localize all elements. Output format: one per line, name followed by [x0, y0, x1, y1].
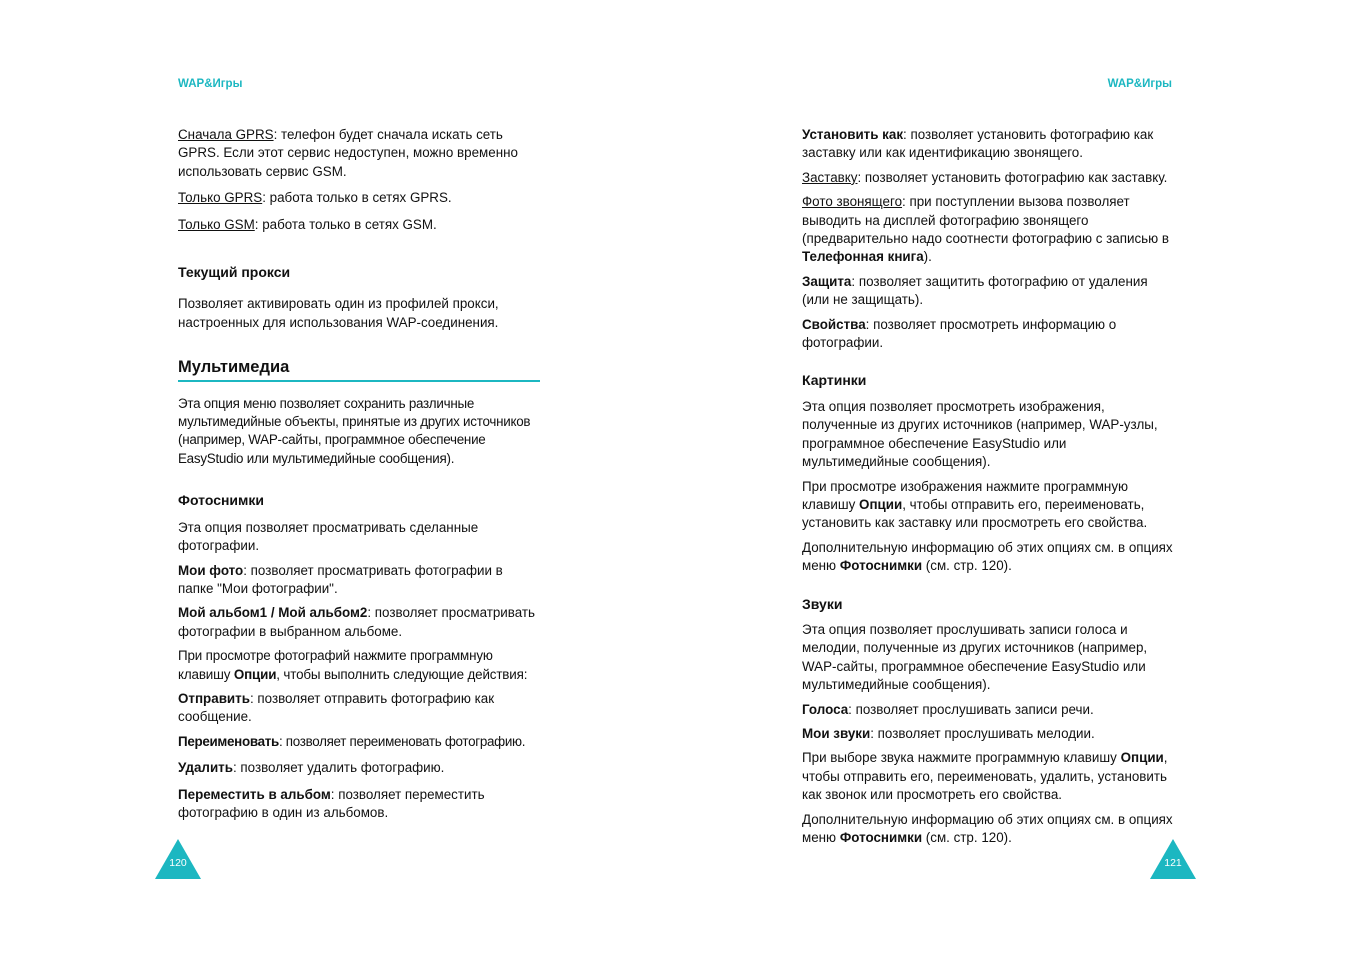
term: Опции — [1120, 750, 1164, 766]
voices-paragraph — [802, 701, 1174, 719]
definition: : позволяет защитить фотографию от удаления (или не защищать). — [802, 273, 1148, 308]
text: (см. стр. 120). — [922, 558, 1012, 574]
page-number: 121 — [1164, 857, 1182, 869]
text: Дополнительную информацию об этих опциях см. в опциях меню — [802, 539, 1173, 574]
term: Переместить в альбом — [178, 786, 331, 802]
definition: : позволяет установить фотографию как заставку. — [857, 169, 1168, 185]
definition: : позволяет прослушивать записи речи. — [848, 701, 1094, 717]
left-page — [178, 0, 540, 954]
multimedia-paragraph: Эта опция меню позволяет сохранить различные мультимедийные объекты, принятые из других источников (например, WAP-сайты, программное обеспечение EasyStudio или мультимедийные сообщения). — [178, 395, 531, 466]
set-as-paragraph — [802, 126, 1174, 163]
text: , чтобы отправить его, переименовать, установить как заставку или просмотреть его свойства. — [802, 496, 1148, 531]
term: Удалить — [178, 760, 233, 776]
term: Установить как — [802, 127, 904, 142]
term: Отправить — [178, 690, 250, 706]
term: Переименовать — [178, 733, 279, 749]
term: Мои звуки — [802, 725, 871, 741]
send-paragraph — [178, 690, 540, 727]
pictures-options-paragraph — [802, 478, 1174, 533]
left-page-content — [178, 126, 540, 828]
section-heading-multimedia: Мультимедиа — [178, 358, 540, 381]
wallpaper-paragraph — [802, 169, 1174, 187]
term: Опции — [233, 666, 277, 682]
definition: : позволяет переместить фотографию в один из альбомов. — [178, 786, 485, 820]
page-number: 120 — [169, 857, 187, 869]
term: Мои фото — [178, 562, 244, 578]
sounds-options-paragraph — [802, 749, 1174, 804]
sounds-paragraph: Эта опция позволяет прослушивать записи голоса и мелодии, полученные из других источников (например, WAP-сайты, программное обеспечение EasyStudio или мультимедийные сообщения). — [802, 621, 1148, 693]
term: Опции — [859, 496, 903, 512]
text: , чтобы выполнить следующие действия: — [276, 666, 528, 682]
right-page-content — [802, 126, 1174, 853]
page-number-badge-right — [1150, 839, 1196, 879]
term: Только GSM — [178, 216, 255, 232]
protect-paragraph — [802, 273, 1174, 310]
my-sounds-paragraph — [802, 725, 1174, 743]
albums-paragraph — [178, 604, 540, 641]
term: Только GPRS — [178, 190, 263, 206]
term: Голоса — [802, 701, 849, 717]
definition: ). — [923, 249, 932, 265]
definition: : позволяет просматривать фотографии в выбранном альбоме. — [178, 605, 536, 639]
move-paragraph — [178, 786, 540, 823]
term: Фото звонящего — [802, 194, 903, 210]
definition: : при поступлении вызова позволяет выводить на дисплей фотографию звонящего (предварительно надо соотнести фотографию с записью в — [802, 194, 1169, 247]
term: Защита — [802, 273, 852, 289]
my-photos-paragraph — [178, 562, 540, 599]
pictures-paragraph: Эта опция позволяет просмотреть изображения, полученные из других источников (например, WAP-узлы, программное обеспечение EasyStudio или мультимедийные сообщения). — [802, 398, 1158, 470]
page-number-badge-left — [155, 839, 201, 879]
definition: : позволяет установить фотографию как заставку или как идентификацию звонящего. — [802, 127, 1154, 161]
proxy-paragraph: Позволяет активировать один из профилей прокси, настроенных для использования WAP-соединения. — [178, 296, 499, 330]
text: , чтобы отправить его, переименовать, удалить, установить как звонок или просмотреть его свойства. — [802, 750, 1168, 803]
rename-paragraph — [178, 733, 540, 751]
term: Фотоснимки — [839, 558, 923, 574]
definition: : позволяет удалить фотографию. — [232, 760, 445, 776]
section-heading-pictures: Картинки — [802, 372, 867, 389]
definition: : работа только в сетях GSM. — [254, 216, 437, 232]
text: При выборе звука нажмите программную клавишу — [802, 750, 1121, 766]
term: Телефонная книга — [802, 249, 924, 265]
properties-paragraph — [802, 316, 1174, 353]
section-heading-photos: Фотоснимки — [178, 492, 265, 509]
page-header: WAP&Игры — [178, 78, 243, 90]
sounds-more-paragraph — [802, 811, 1174, 848]
definition: : позволяет переименовать фотографию. — [278, 733, 526, 749]
text: При просмотре изображения нажмите программную клавишу — [802, 478, 1129, 512]
section-heading-proxy: Текущий прокси — [178, 264, 291, 281]
pictures-more-paragraph — [802, 539, 1174, 576]
definition: : позволяет просматривать фотографии в папке "Мои фотографии". — [178, 562, 503, 596]
term: Сначала GPRS — [178, 127, 274, 142]
term: Свойства — [802, 316, 866, 332]
definition: : телефон будет сначала искать сеть GPRS. Если этот сервис недоступен, можно временно использовать сервис GSM. — [178, 127, 518, 179]
delete-paragraph — [178, 759, 540, 777]
text: (см. стр. 120). — [922, 830, 1012, 845]
text: При просмотре фотографий нажмите программную клавишу — [178, 648, 493, 682]
gprs-first-paragraph — [178, 126, 540, 181]
caller-photo-paragraph — [802, 193, 1174, 267]
right-page — [802, 0, 1174, 954]
gprs-only-paragraph — [178, 189, 540, 207]
term: Фотоснимки — [839, 830, 923, 845]
page-header: WAP&Игры — [1107, 78, 1172, 90]
term: Заставку — [802, 169, 858, 185]
options-paragraph — [178, 647, 540, 684]
gsm-only-paragraph — [178, 216, 540, 234]
photos-paragraph: Эта опция позволяет просматривать сделанные фотографии. — [178, 519, 479, 554]
definition: : работа только в сетях GPRS. — [262, 190, 452, 206]
definition: : позволяет просмотреть информацию о фотографии. — [802, 316, 1117, 351]
text: Дополнительную информацию об этих опциях см. в опциях меню — [802, 811, 1173, 845]
term: Мой альбом1 / Мой альбом2 — [178, 605, 368, 621]
definition: : позволяет отправить фотографию как сообщение. — [178, 690, 495, 725]
section-heading-sounds: Звуки — [802, 595, 843, 612]
definition: : позволяет прослушивать мелодии. — [870, 725, 1095, 741]
